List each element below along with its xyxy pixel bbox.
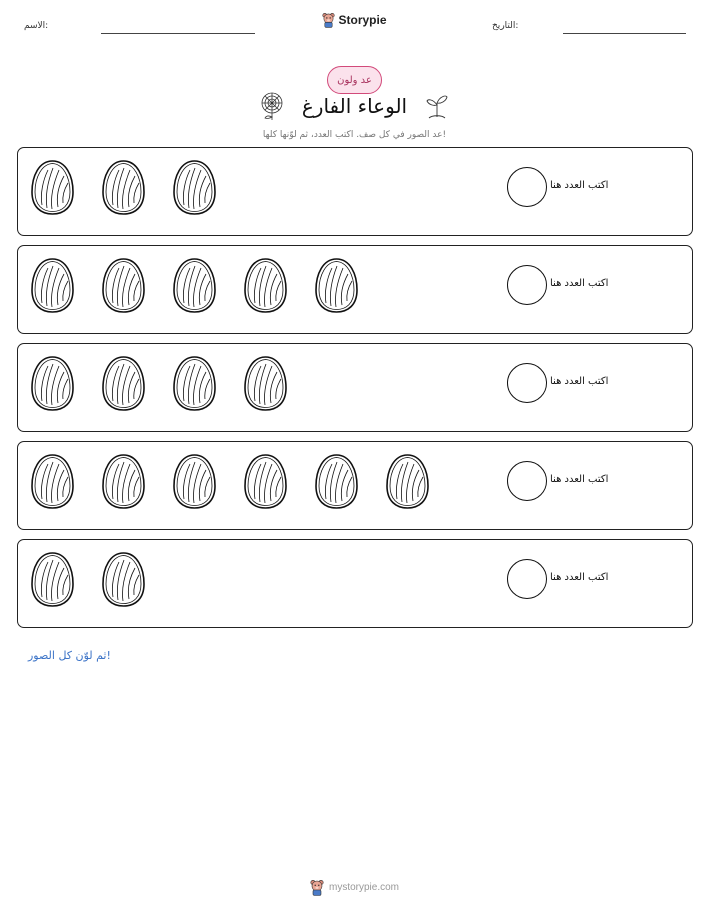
egg-icon bbox=[172, 452, 217, 511]
brand-logo bbox=[0, 12, 709, 28]
egg-group bbox=[30, 354, 288, 413]
name-field-line[interactable] bbox=[101, 33, 255, 34]
name-label: الاسم: bbox=[24, 21, 49, 31]
footer bbox=[0, 879, 709, 896]
count-answer-circle[interactable] bbox=[507, 265, 547, 305]
egg-icon bbox=[101, 550, 146, 609]
egg-group bbox=[30, 158, 217, 217]
egg-icon bbox=[314, 452, 359, 511]
egg-icon bbox=[172, 256, 217, 315]
date-label: التاريخ: bbox=[492, 21, 519, 31]
egg-group bbox=[30, 550, 146, 609]
egg-icon bbox=[243, 452, 288, 511]
egg-icon bbox=[30, 256, 75, 315]
egg-icon bbox=[30, 354, 75, 413]
activity-badge: عد ولون bbox=[327, 66, 382, 94]
egg-icon bbox=[101, 452, 146, 511]
count-answer-circle[interactable] bbox=[507, 461, 547, 501]
flower-icon bbox=[260, 91, 284, 121]
egg-icon bbox=[243, 256, 288, 315]
title-row bbox=[0, 91, 709, 121]
egg-icon bbox=[314, 256, 359, 315]
egg-icon bbox=[172, 158, 217, 217]
footer-note: ثم لوّن كل الصور! bbox=[28, 649, 111, 662]
counting-row bbox=[17, 245, 693, 334]
egg-icon bbox=[243, 354, 288, 413]
counting-row bbox=[17, 147, 693, 236]
counting-row bbox=[17, 441, 693, 530]
bear-icon bbox=[310, 879, 324, 896]
date-field-line[interactable] bbox=[563, 33, 686, 34]
count-label: اكتب العدد هنا bbox=[550, 572, 609, 583]
egg-icon bbox=[385, 452, 430, 511]
instructions: عد الصور في كل صف. اكتب العدد، ثم لوّنها كلها! bbox=[262, 130, 447, 140]
brand-name: Storypie bbox=[338, 13, 387, 27]
count-label: اكتب العدد هنا bbox=[550, 474, 609, 485]
count-label: اكتب العدد هنا bbox=[550, 376, 609, 387]
egg-group bbox=[30, 452, 430, 511]
egg-icon bbox=[101, 256, 146, 315]
egg-icon bbox=[30, 550, 75, 609]
count-answer-circle[interactable] bbox=[507, 363, 547, 403]
bear-icon bbox=[322, 12, 335, 28]
sprout-icon bbox=[425, 91, 449, 121]
footer-url: mystorypie.com bbox=[328, 882, 399, 893]
egg-icon bbox=[30, 452, 75, 511]
count-label: اكتب العدد هنا bbox=[550, 180, 609, 191]
count-answer-circle[interactable] bbox=[507, 167, 547, 207]
page-title: الوعاء الفارغ bbox=[301, 94, 408, 118]
egg-icon bbox=[172, 354, 217, 413]
count-label: اكتب العدد هنا bbox=[550, 278, 609, 289]
egg-icon bbox=[101, 158, 146, 217]
counting-row bbox=[17, 343, 693, 432]
count-answer-circle[interactable] bbox=[507, 559, 547, 599]
egg-group bbox=[30, 256, 359, 315]
counting-row bbox=[17, 539, 693, 628]
egg-icon bbox=[30, 158, 75, 217]
egg-icon bbox=[101, 354, 146, 413]
